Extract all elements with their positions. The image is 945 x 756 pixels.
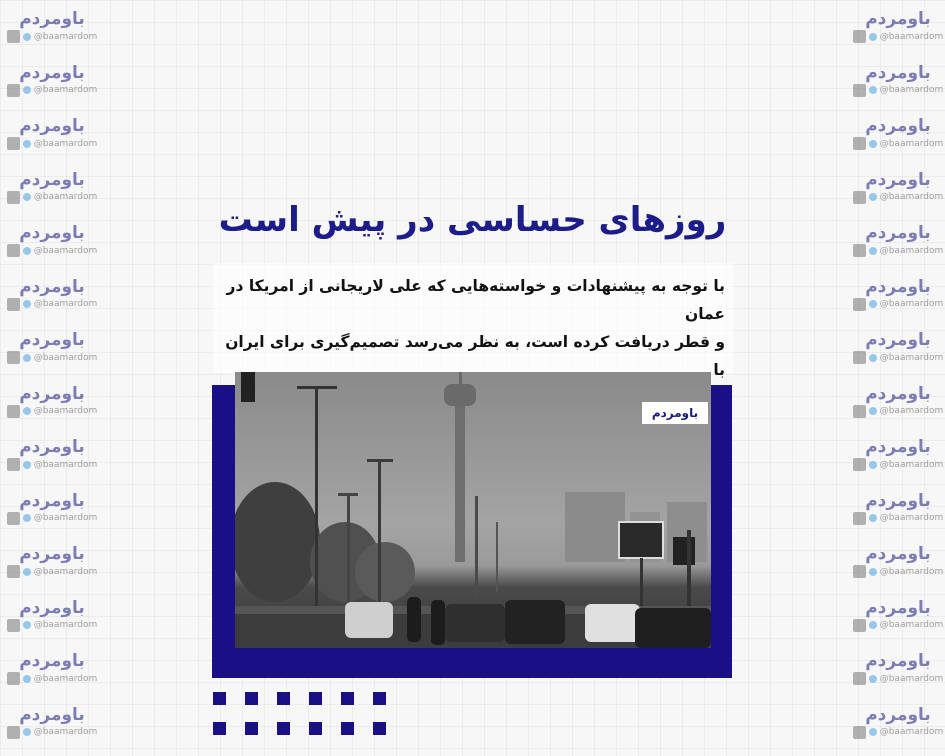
watermark-handle-row <box>2 30 102 43</box>
telegram-icon <box>23 247 31 255</box>
watermark-handle-row <box>848 244 945 257</box>
instagram-icon <box>853 298 866 311</box>
square-icon <box>277 692 290 705</box>
watermark-handle-row <box>2 726 102 739</box>
watermark-handle-row <box>2 405 102 418</box>
watermark-logo: باومردم <box>19 223 85 243</box>
watermark-logo: باومردم <box>19 116 85 136</box>
watermark-logo: باومردم <box>865 704 931 725</box>
watermark-handle: @baamardom <box>879 352 944 363</box>
watermark-item <box>2 436 102 490</box>
telegram-icon <box>23 675 31 683</box>
telegram-icon <box>869 140 877 148</box>
watermark-handle-row <box>2 619 102 632</box>
watermark-handle: @baamardom <box>33 352 98 363</box>
watermark-item <box>848 8 945 62</box>
watermark-handle-row <box>848 84 945 97</box>
watermark-handle-row <box>848 137 945 150</box>
telegram-icon <box>869 193 877 201</box>
square-icon <box>309 692 322 705</box>
watermark-handle-row <box>848 30 945 43</box>
watermark-item <box>2 276 102 330</box>
watermark-item <box>2 383 102 437</box>
instagram-icon <box>7 137 20 150</box>
watermark-handle: @baamardom <box>33 31 98 42</box>
watermark-handle: @baamardom <box>33 192 98 202</box>
watermark-logo: باومردم <box>19 544 85 564</box>
telegram-icon <box>869 33 877 41</box>
telegram-icon <box>23 621 31 629</box>
watermark-handle: @baamardom <box>33 138 98 149</box>
instagram-icon <box>7 30 20 43</box>
instagram-icon <box>7 565 20 578</box>
body-line: با توجه به پیشنهادات و خواسته‌هایی که علی لاریجانی از امریکا در عمان <box>226 277 725 323</box>
telegram-icon <box>23 193 31 201</box>
telegram-icon <box>869 461 877 469</box>
instagram-icon <box>7 191 20 204</box>
watermark-handle: @baamardom <box>33 673 98 684</box>
watermark-item <box>848 276 945 330</box>
watermark-handle-row <box>848 298 945 311</box>
watermark-logo: باومردم <box>865 116 931 136</box>
watermark-handle: @baamardom <box>33 299 98 309</box>
watermark-handle: @baamardom <box>879 673 944 684</box>
watermark-handle: @baamardom <box>879 459 944 470</box>
body-line: و قطر دریافت کرده است، به نظر می‌رسد تصمیم‌گیری برای ایران با <box>225 333 725 379</box>
instagram-icon <box>7 672 20 685</box>
instagram-icon <box>7 512 20 525</box>
watermark-item <box>2 222 102 276</box>
watermark-handle-row <box>2 351 102 364</box>
watermark-item <box>848 383 945 437</box>
watermark-handle: @baamardom <box>879 85 944 95</box>
watermark-handle-row <box>848 458 945 471</box>
instagram-icon <box>853 191 866 204</box>
telegram-icon <box>23 728 31 736</box>
telegram-icon <box>23 354 31 362</box>
watermark-item <box>2 8 102 62</box>
watermark-logo: باومردم <box>865 383 931 404</box>
watermark-logo: باومردم <box>19 704 85 725</box>
watermark-handle-row <box>848 726 945 739</box>
instagram-icon <box>853 405 866 418</box>
square-icon <box>341 692 354 705</box>
watermark-item <box>848 597 945 651</box>
watermark-handle: @baamardom <box>33 620 98 630</box>
watermark-handle: @baamardom <box>879 299 944 309</box>
instagram-icon <box>7 351 20 364</box>
watermark-column-left <box>2 8 102 756</box>
watermark-logo: باومردم <box>865 223 931 243</box>
watermark-logo: باومردم <box>19 490 85 511</box>
watermark-column-right <box>848 8 945 756</box>
watermark-handle-row <box>848 512 945 525</box>
watermark-logo: باومردم <box>865 490 931 511</box>
square-icon <box>373 692 386 705</box>
instagram-icon <box>853 565 866 578</box>
instagram-icon <box>853 30 866 43</box>
telegram-icon <box>869 407 877 415</box>
watermark-handle: @baamardom <box>33 566 98 577</box>
watermark-logo: باومردم <box>19 62 85 83</box>
square-icon <box>213 692 226 705</box>
telegram-icon <box>23 300 31 308</box>
watermark-logo: باومردم <box>865 62 931 83</box>
news-photo <box>235 372 711 648</box>
square-icon <box>277 722 290 735</box>
watermark-logo: باومردم <box>865 9 931 29</box>
telegram-icon <box>23 407 31 415</box>
watermark-logo: باومردم <box>19 651 85 671</box>
telegram-icon <box>23 568 31 576</box>
watermark-item <box>2 490 102 544</box>
post-title: روزهای حساسی در پیش است <box>218 200 727 240</box>
watermark-handle-row <box>848 351 945 364</box>
watermark-logo: باومردم <box>19 9 85 29</box>
square-icon <box>341 722 354 735</box>
telegram-icon <box>869 568 877 576</box>
telegram-icon <box>23 514 31 522</box>
telegram-icon <box>23 33 31 41</box>
decorative-squares <box>213 692 393 735</box>
watermark-item <box>2 704 102 756</box>
street-scene-icon <box>235 372 711 648</box>
watermark-logo: باومردم <box>19 169 85 190</box>
telegram-icon <box>23 461 31 469</box>
instagram-icon <box>7 405 20 418</box>
instagram-icon <box>853 351 866 364</box>
watermark-handle: @baamardom <box>33 727 98 737</box>
watermark-handle-row <box>848 405 945 418</box>
watermark-handle-row <box>2 137 102 150</box>
instagram-icon <box>853 512 866 525</box>
watermark-handle-row <box>848 672 945 685</box>
instagram-icon <box>7 84 20 97</box>
watermark-handle-row <box>2 244 102 257</box>
watermark-item <box>2 62 102 116</box>
watermark-logo: باومردم <box>865 276 931 297</box>
square-icon <box>213 722 226 735</box>
watermark-logo: باومردم <box>19 437 85 457</box>
telegram-icon <box>869 86 877 94</box>
watermark-logo: باومردم <box>865 544 931 564</box>
watermark-handle-row <box>848 191 945 204</box>
telegram-icon <box>869 621 877 629</box>
watermark-item <box>848 222 945 276</box>
watermark-logo: باومردم <box>19 330 85 350</box>
watermark-handle-row <box>848 565 945 578</box>
watermark-item <box>848 169 945 223</box>
watermark-logo: باومردم <box>865 330 931 350</box>
watermark-item <box>2 597 102 651</box>
watermark-handle-row <box>2 512 102 525</box>
watermark-item <box>848 543 945 597</box>
watermark-item <box>2 169 102 223</box>
watermark-handle: @baamardom <box>33 245 98 256</box>
telegram-icon <box>869 247 877 255</box>
square-icon <box>245 722 258 735</box>
watermark-handle: @baamardom <box>33 459 98 470</box>
square-icon <box>309 722 322 735</box>
watermark-handle: @baamardom <box>879 31 944 42</box>
watermark-handle: @baamardom <box>879 138 944 149</box>
watermark-handle: @baamardom <box>879 406 944 416</box>
watermark-handle-row <box>2 672 102 685</box>
instagram-icon <box>7 726 20 739</box>
watermark-handle: @baamardom <box>879 192 944 202</box>
instagram-icon <box>7 244 20 257</box>
watermark-handle: @baamardom <box>33 406 98 416</box>
instagram-icon <box>853 619 866 632</box>
watermark-item <box>848 115 945 169</box>
instagram-icon <box>853 137 866 150</box>
watermark-handle: @baamardom <box>879 513 944 523</box>
telegram-icon <box>23 140 31 148</box>
watermark-item <box>848 490 945 544</box>
telegram-icon <box>869 354 877 362</box>
watermark-handle: @baamardom <box>879 245 944 256</box>
instagram-icon <box>7 619 20 632</box>
square-icon <box>373 722 386 735</box>
instagram-icon <box>7 298 20 311</box>
watermark-handle: @baamardom <box>879 566 944 577</box>
telegram-icon <box>869 728 877 736</box>
instagram-icon <box>853 84 866 97</box>
telegram-icon <box>23 86 31 94</box>
square-icon <box>245 692 258 705</box>
watermark-handle-row <box>2 458 102 471</box>
watermark-logo: باومردم <box>865 169 931 190</box>
watermark-item <box>2 543 102 597</box>
watermark-handle-row <box>2 84 102 97</box>
watermark-handle-row <box>848 619 945 632</box>
watermark-item <box>2 650 102 704</box>
instagram-icon <box>853 672 866 685</box>
watermark-handle-row <box>2 298 102 311</box>
watermark-item <box>2 115 102 169</box>
telegram-icon <box>869 675 877 683</box>
photo-watermark-logo: باومردم <box>642 402 708 424</box>
instagram-icon <box>853 726 866 739</box>
watermark-logo: باومردم <box>865 437 931 457</box>
watermark-logo: باومردم <box>19 383 85 404</box>
telegram-icon <box>869 300 877 308</box>
watermark-item <box>848 62 945 116</box>
watermark-handle: @baamardom <box>879 620 944 630</box>
watermark-handle: @baamardom <box>33 85 98 95</box>
watermark-item <box>848 704 945 756</box>
telegram-icon <box>869 514 877 522</box>
watermark-item <box>2 329 102 383</box>
watermark-logo: باومردم <box>865 597 931 618</box>
watermark-handle-row <box>2 565 102 578</box>
watermark-logo: باومردم <box>19 276 85 297</box>
instagram-icon <box>853 458 866 471</box>
watermark-handle-row <box>2 191 102 204</box>
watermark-item <box>848 650 945 704</box>
instagram-icon <box>7 458 20 471</box>
watermark-handle: @baamardom <box>33 513 98 523</box>
instagram-icon <box>853 244 866 257</box>
watermark-handle: @baamardom <box>879 727 944 737</box>
watermark-item <box>848 329 945 383</box>
watermark-item <box>848 436 945 490</box>
watermark-logo: باومردم <box>865 651 931 671</box>
watermark-logo: باومردم <box>19 597 85 618</box>
